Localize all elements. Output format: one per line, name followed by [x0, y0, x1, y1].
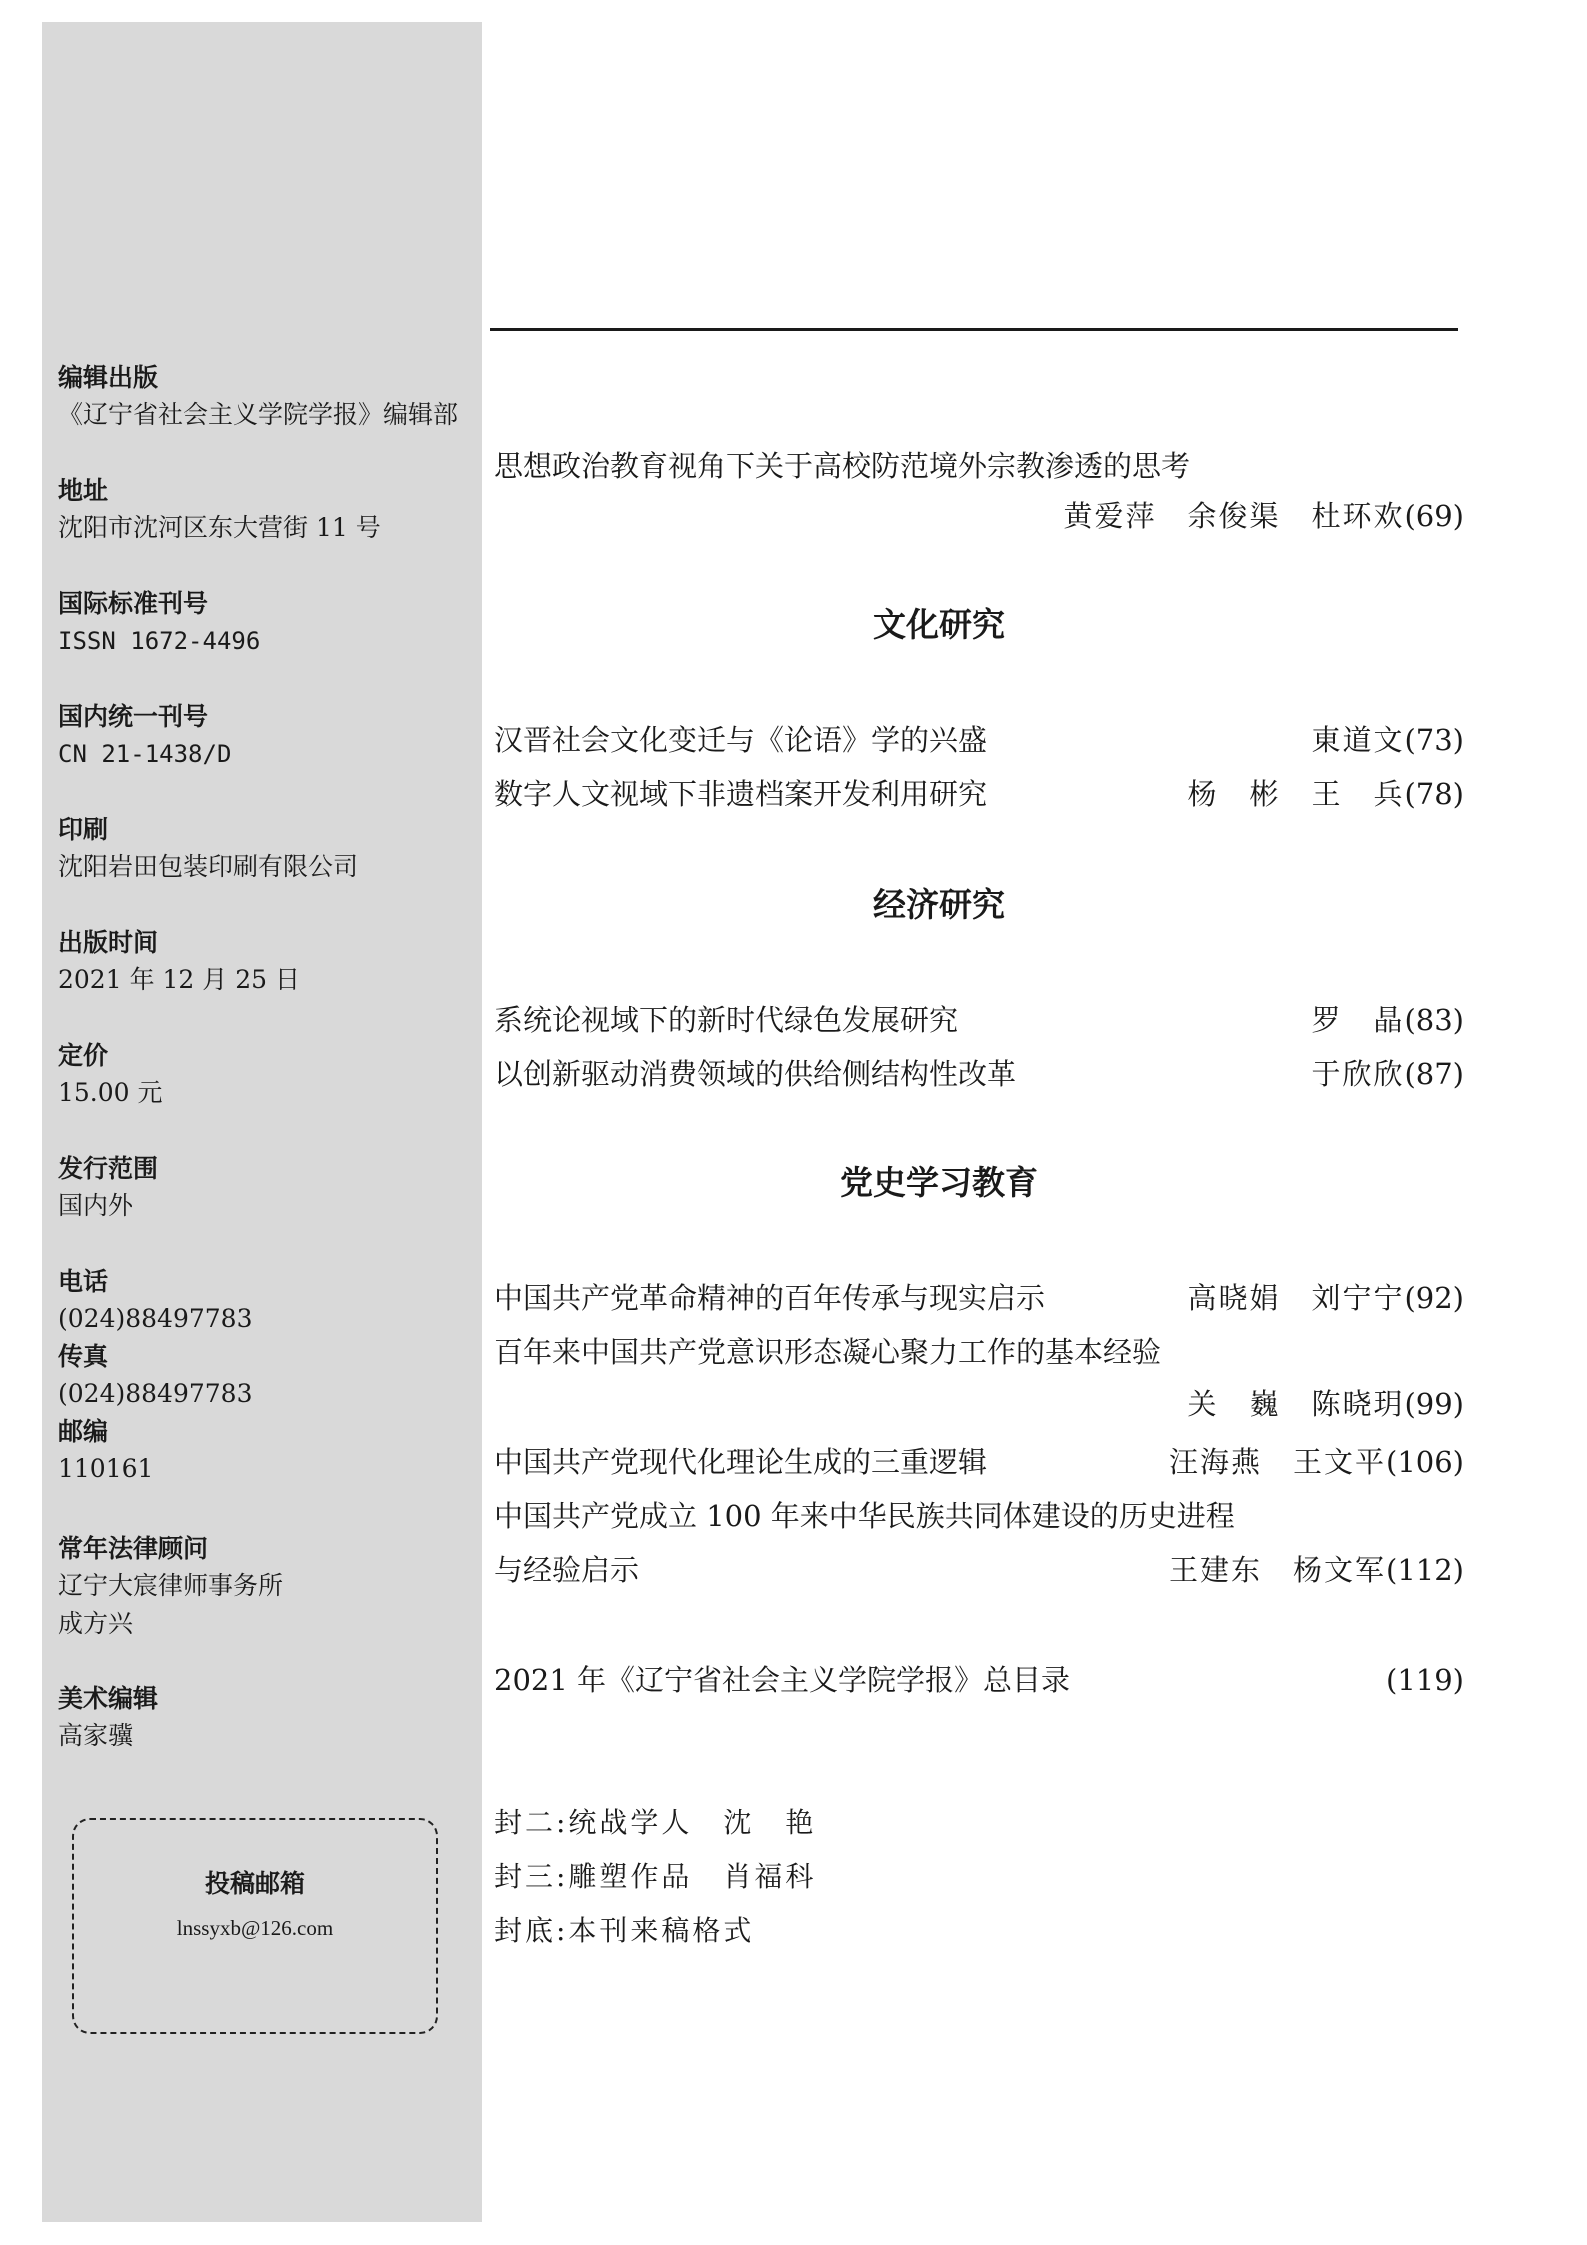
entry-page: (83) [1404, 1003, 1464, 1037]
date-label: 出版时间 [58, 928, 159, 957]
editor-label: 编辑出版 [58, 363, 159, 392]
cn-block [58, 698, 231, 773]
fax-value: (024)88497783 [58, 1379, 253, 1408]
entry-page: (78) [1404, 777, 1464, 811]
entry-authors: 关 巍 陈晓玥 [1187, 1387, 1405, 1421]
entry-byline [1187, 1276, 1464, 1320]
legal-label: 常年法律顾问 [58, 1534, 209, 1563]
cover-note-inside-back: 封三:雕塑作品 肖福科 [494, 1860, 817, 1893]
issn-label: 国际标准刊号 [58, 589, 209, 618]
price-label: 定价 [58, 1041, 109, 1070]
entry-title: 中国共产党现代化理论生成的三重逻辑 [494, 1445, 988, 1479]
section-heading-economy: 经济研究 [873, 885, 1005, 924]
distribution-block [58, 1150, 158, 1225]
entry-page: (92) [1404, 1281, 1464, 1315]
section-heading-party-history: 党史学习教育 [840, 1163, 1038, 1202]
email-address: lnssyxb@126.com [176, 1916, 334, 1940]
address-value: 沈阳市沈河区东大营街 11 号 [58, 513, 381, 542]
contact-block [58, 1263, 252, 1488]
distribution-value: 国内外 [58, 1191, 134, 1220]
legal-block [58, 1530, 283, 1643]
phone-value: (024)88497783 [58, 1304, 253, 1333]
issn-value: ISSN 1672-4496 [58, 627, 261, 655]
toc-entry [494, 772, 1464, 816]
price-value: 15.00 元 [58, 1078, 163, 1107]
header-rule [490, 328, 1458, 331]
art-editor-label: 美术编辑 [58, 1684, 159, 1713]
toc-entry [494, 1440, 1464, 1484]
entry-byline [1169, 1548, 1464, 1592]
entry-byline [1311, 1052, 1464, 1096]
entry-authors: 汪海燕 王文平 [1169, 1445, 1387, 1479]
entry-page: (119) [1386, 1663, 1464, 1697]
print-label: 印刷 [58, 815, 109, 844]
cn-label: 国内统一刊号 [58, 702, 209, 731]
address-label: 地址 [58, 476, 109, 505]
entry-title-continued: 与经验启示 [494, 1553, 640, 1587]
issn-block [58, 585, 260, 660]
email-title: 投稿邮箱 [204, 1869, 305, 1898]
entry-page: (99) [1404, 1387, 1464, 1421]
entry-authors: 東道文 [1311, 723, 1405, 757]
price-block [58, 1037, 163, 1112]
toc-entry [494, 1548, 1464, 1592]
entry-byline [1187, 772, 1464, 816]
entry-authors: 罗 晶 [1311, 1003, 1405, 1037]
entry-page: (69) [1404, 499, 1464, 533]
cover-note-inside-front: 封二:统战学人 沈 艳 [494, 1806, 817, 1839]
entry-authors: 高晓娟 刘宁宁 [1187, 1281, 1405, 1315]
address-block [58, 472, 381, 547]
cover-note-back: 封底:本刊来稿格式 [494, 1914, 755, 1947]
art-editor-value: 高家骥 [58, 1721, 134, 1750]
editor-value: 《辽宁省社会主义学院学报》编辑部 [58, 400, 459, 429]
entry-byline [1169, 1440, 1464, 1484]
entry-title: 2021 年《辽宁省社会主义学院学报》总目录 [494, 1663, 1071, 1697]
fax-label: 传真 [58, 1342, 109, 1371]
zip-label: 邮编 [58, 1417, 109, 1446]
toc-entry [494, 718, 1464, 762]
print-block [58, 811, 358, 886]
entry-authors: 王建东 杨文军 [1169, 1553, 1387, 1587]
editor-block [58, 359, 458, 434]
entry-title: 百年来中国共产党意识形态凝心聚力工作的基本经验 [494, 1335, 1162, 1369]
entry-title: 中国共产党成立 100 年来中华民族共同体建设的历史进程 [494, 1499, 1235, 1533]
entry-byline [1311, 718, 1464, 762]
entry-authors: 杨 彬 王 兵 [1187, 777, 1405, 811]
cn-value: CN 21-1438/D [58, 740, 232, 768]
entry-byline [1187, 1382, 1464, 1426]
toc-entry-byline [494, 494, 1464, 538]
entry-title: 数字人文视域下非遗档案开发利用研究 [494, 777, 988, 811]
entry-page: (87) [1404, 1057, 1464, 1091]
toc-entry-byline [494, 1382, 1464, 1426]
submission-email-box [72, 1818, 438, 2034]
legal-value-person: 成方兴 [58, 1609, 134, 1638]
entry-title: 思想政治教育视角下关于高校防范境外宗教渗透的思考 [494, 449, 1191, 483]
entry-byline [1311, 998, 1464, 1042]
toc-entry [494, 998, 1464, 1042]
entry-title: 以创新驱动消费领域的供给侧结构性改革 [494, 1057, 1017, 1091]
entry-title: 系统论视域下的新时代绿色发展研究 [494, 1003, 959, 1037]
entry-authors: 于欣欣 [1311, 1057, 1405, 1091]
art-editor-block [58, 1680, 158, 1755]
zip-value: 110161 [58, 1454, 154, 1483]
entry-title: 中国共产党革命精神的百年传承与现实启示 [494, 1281, 1046, 1315]
date-block [58, 924, 300, 999]
entry-authors: 黄爱萍 余俊渠 杜环欢 [1063, 499, 1405, 533]
toc-entry-annual-index [494, 1658, 1464, 1702]
toc-entry-title [494, 444, 1464, 488]
phone-label: 电话 [58, 1267, 109, 1296]
entry-page: (112) [1386, 1553, 1464, 1587]
legal-value-firm: 辽宁大宸律师事务所 [58, 1571, 284, 1600]
toc-entry-title [494, 1330, 1464, 1374]
entry-byline [1063, 494, 1464, 538]
distribution-label: 发行范围 [58, 1154, 159, 1183]
toc-entry [494, 1052, 1464, 1096]
print-value: 沈阳岩田包装印刷有限公司 [58, 852, 359, 881]
toc-entry-title [494, 1494, 1464, 1538]
entry-title: 汉晋社会文化变迁与《论语》学的兴盛 [494, 723, 988, 757]
section-heading-culture: 文化研究 [873, 605, 1005, 644]
entry-page: (73) [1404, 723, 1464, 757]
date-value: 2021 年 12 月 25 日 [58, 965, 300, 994]
entry-page: (106) [1386, 1445, 1464, 1479]
toc-entry [494, 1276, 1464, 1320]
